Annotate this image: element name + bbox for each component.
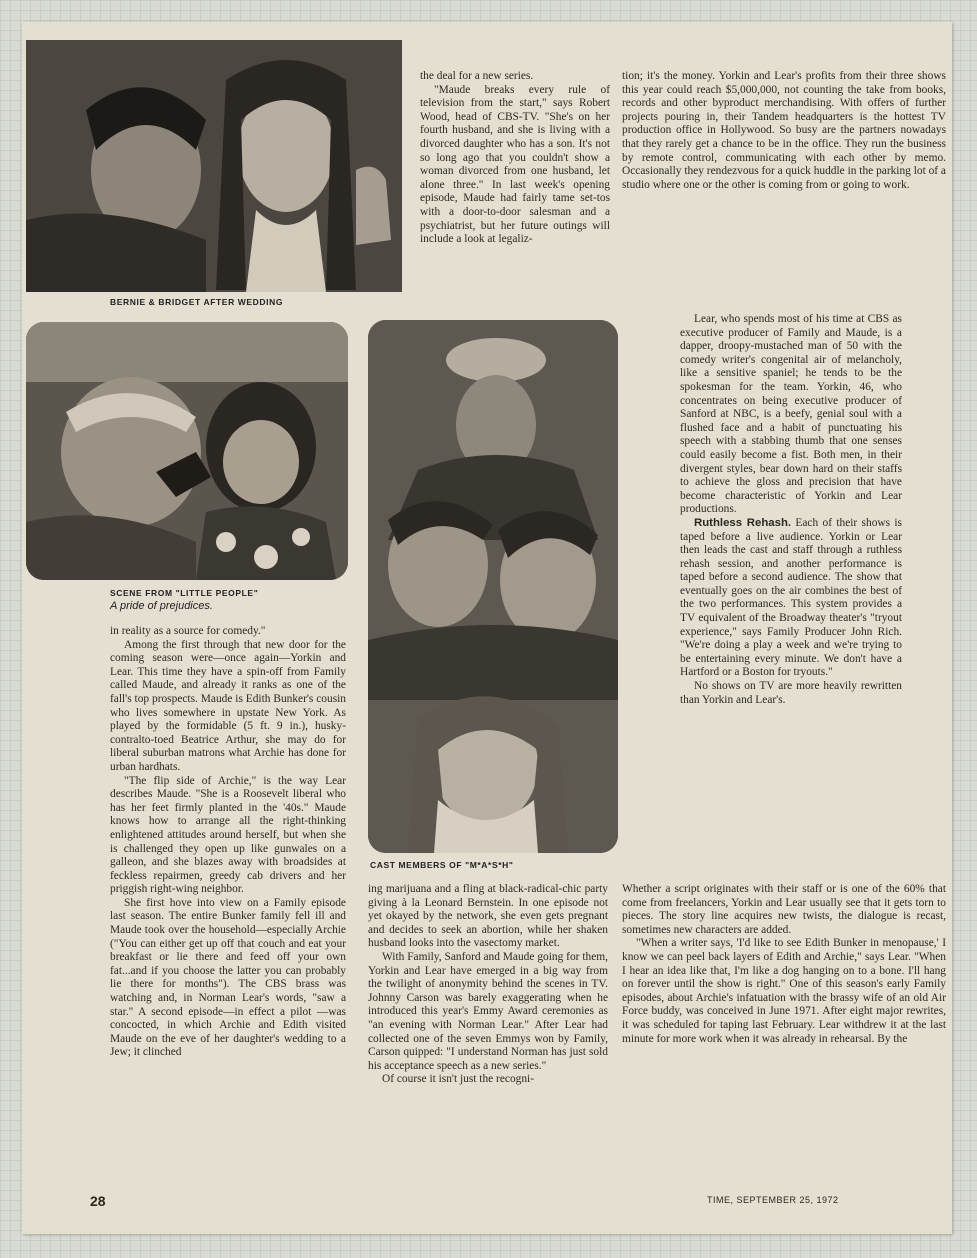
paragraph: tion; it's the money. Yorkin and Lear's profits from their three shows this year could reach $5,000,000, not counting the take from books, records and other byproduct merchandising. With offers of further projects pouring in, their Tandem headquarters is the hottest TV production office in Hollywood. So busy are the partners nowadays that they rarely get a chance to be in the office. They run the business by remote control, communicating with each other by memo. Occasionally they rendezvous for a quick huddle in the parking lot of a studio where one or the other is coming from or going to work. (622, 70, 946, 191)
paragraph: "Maude breaks every rule of television from the start," says Robert Wood, head of CBS-TV. "She's on her fourth husband, and she is living with a divorced daughter who has a son. It's not so long ago that you couldn't show a woman divorced from one husband, let alone three." In last week's opening episode, Maude had fairly tame set-tos with a door-to-door salesman and a psychiatrist, but her future outings will include a look at legaliz- (420, 83, 610, 246)
photo-little-people (26, 322, 348, 580)
paragraph: She first hove into view on a Family episode last season. The entire Bunker family fell ill and Maude took over the household—especially Archie ("You can either get up off that couch and eat your breakfast or lie there and feed off your own fat...and if you choose the latter you can probably lie there for months"). The CBS brass was watching and, in Norman Lear's words, "saw a star." A second episode—in effect a pilot —was concocted, in which Archie and Edith visited Maude on the eve of her daughter's wedding to a Jew; it clinched (110, 896, 346, 1059)
paragraph: ing marijuana and a fling at black-radical-chic party giving à la Leonard Bernstein. In one episode not yet okayed by the network, she even gets pregnant and decides to seek an abortion, while her shaken husband looks into the vasectomy market. (368, 883, 608, 950)
caption-photo-1: BERNIE & BRIDGET AFTER WEDDING (110, 297, 284, 307)
paragraph-text: Each of their shows is taped before a live audience. Yorkin or Lear then leads the cast and staff through a ruthless rehash session, and another performance is taped before a second audience. The show that eventually goes on the air combines the best of the two performances. This system provides a TV equivalent of the Broadway theater's "tryout experience," says Family Producer John Rich. "We're doing a play a week and we're trying to be entertaining every minute. We don't have a Hartford or a Boston for tryouts." (680, 516, 902, 679)
column-right-bottom (622, 883, 946, 1046)
publication-line: TIME, SEPTEMBER 25, 1972 (707, 1195, 839, 1205)
column-left (110, 625, 346, 1060)
photo-bernie-bridget (26, 40, 402, 292)
paragraph: the deal for a new series. (420, 70, 534, 82)
column-right-top (622, 70, 946, 192)
column-middle-top (420, 70, 610, 247)
photo-mash-cast (368, 320, 618, 853)
paragraph: Of course it isn't just the recogni- (382, 1073, 534, 1086)
column-right-middle (680, 313, 902, 707)
paragraph: "The flip side of Archie," is the way Lear describes Maude. "She is a Roosevelt liberal who has her feet firmly planted in the '40s." Maude knows how to arrange all the right-thinking enlightened attitudes around herself, but when she is challenged they open up like gunwales on a galleon, and she blazes away with broadsides at feckless repairmen, greedy cab drivers and her priggish right-wing neighbor. (110, 774, 346, 896)
caption-photo-3: CAST MEMBERS OF "M*A*S*H" (370, 860, 514, 870)
subhead: Ruthless Rehash. (694, 516, 792, 529)
paragraph: With Family, Sanford and Maude going for them, Yorkin and Lear have emerged in a big way from the twilight of anonymity behind the scenes in TV. Johnny Carson was barely exaggerating when he introduced this year's Emmy Award ceremonies as "an evening with Norman Lear." After Lear had collected one of the seven Emmys won by Family, Carson quipped: "I understand Norman has just sold his acceptance speech as a new series." (368, 950, 608, 1072)
caption-photo-2-sub: A pride of prejudices. (110, 600, 213, 612)
column-middle-bottom (368, 883, 608, 1087)
caption-photo-2: SCENE FROM "LITTLE PEOPLE" (110, 588, 259, 598)
paragraph: in reality as a source for comedy." (110, 625, 266, 637)
paragraph: "When a writer says, 'I'd like to see Edith Bunker in menopause,' I know we can peel back layers of Edith and Archie," says Lear. "When I hear an idea like that, I'm like a dog hanging on to a bone. I'll hang on forever until the show is right." One of this season's early Family episodes, about Archie's infatuation with the brassy wife of an old Air Force buddy, was conceived in June 1971. After eight major rewrites, it was scheduled for taping last February. Lear withdrew it at the last minute for more work when it was already in rehearsal. By the (622, 937, 946, 1045)
paragraph: No shows on TV are more heavily rewritten than Yorkin and Lear's. (680, 680, 902, 706)
paragraph: Lear, who spends most of his time at CBS as executive producer of Family and Maude, is a dapper, droopy-mustached man of 50 with the comedy writer's congenital air of melancholy, like a sensitive spaniel; he tends to be the spokesman for the team. Yorkin, 46, who concentrates on being executive producer of Sanford at NBC, is a beefy, genial soul with a flushed face and a habit of punctuating his speech with a stabbing thumb that one senses could easily become a fist. Both men, in their divergent styles, bear down hard on their staffs to achieve the gloss and precision that have become characteristic of Yorkin and Lear productions. (680, 313, 902, 516)
paragraph: Whether a script originates with their staff or is one of the 60% that come from freelancers, Yorkin and Lear usually see that it gets torn to pieces. The story line acquires new twists, the dialogue is recast, sometimes new characters are added. (622, 883, 946, 936)
page-number: 28 (90, 1193, 106, 1209)
paragraph: Among the first through that new door for the coming season were—once again—Yorkin and Lear. This time they have a spin-off from Family called Maude, and already it ranks as one of the fall's top prospects. Maude is Edith Bunker's cousin who lives somewhere in upstate New York. As played by the formidable (5 ft. 9 in.), husky-contralto-toed Beatrice Arthur, she may do for liberal suburban matrons what Archie has done for urban hardhats. (110, 638, 346, 773)
